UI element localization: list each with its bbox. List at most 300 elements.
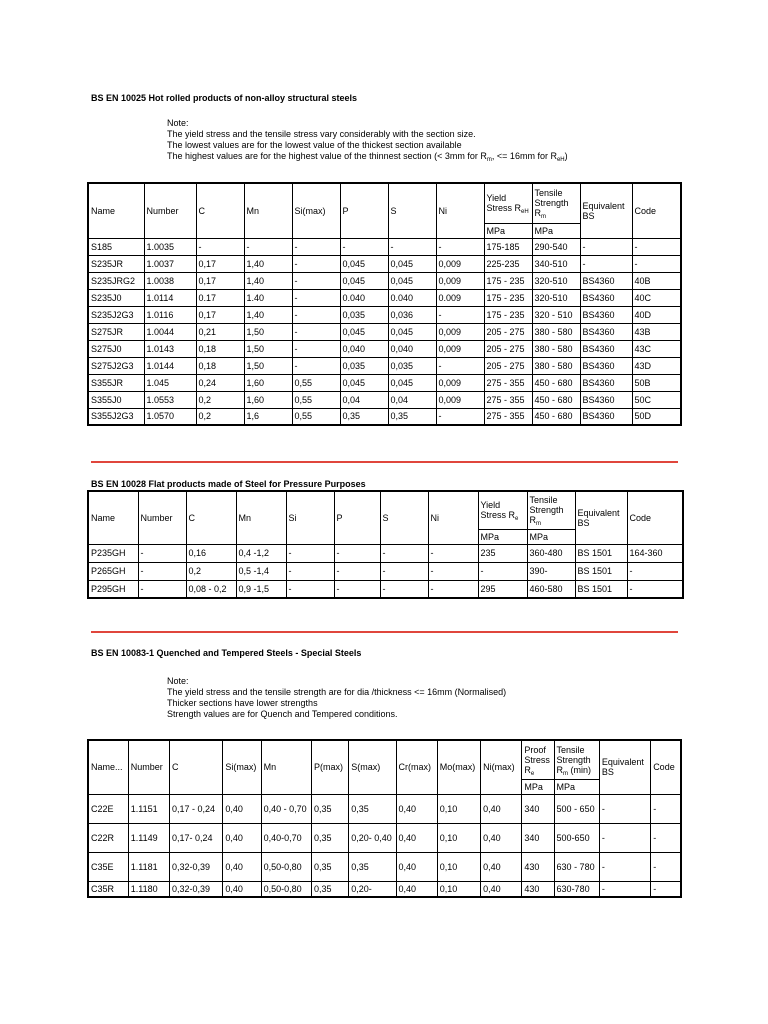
table-cell: BS 1501 — [575, 562, 627, 580]
table-cell: 0,35 — [349, 794, 396, 823]
unit-tensile: MPa — [532, 223, 580, 238]
table-cell: 1,60 — [244, 391, 292, 408]
table-cell: 0,32-0,39 — [170, 881, 223, 897]
table-cell: 380 - 580 — [532, 323, 580, 340]
table-cell: 0,40 — [396, 794, 437, 823]
table-cell: 0,009 — [436, 374, 484, 391]
table-row — [88, 374, 681, 391]
table-cell: 0,35 — [311, 794, 348, 823]
table-cell: 0,40 — [223, 794, 261, 823]
table-cell: P265GH — [88, 562, 138, 580]
table-cell: 1,50 — [244, 357, 292, 374]
table-cell: 1,60 — [244, 374, 292, 391]
table-cell: - — [651, 823, 681, 852]
header-ni: Ni — [428, 491, 478, 544]
header-cr: Cr(max) — [396, 740, 437, 794]
table-row — [88, 289, 681, 306]
table-cell: 0,045 — [388, 272, 436, 289]
table-cell: C22E — [88, 794, 128, 823]
table-cell: 0,17 - 0,24 — [170, 794, 223, 823]
table-row — [88, 544, 683, 562]
table-cell: 1,6 — [244, 408, 292, 425]
table-cell: - — [334, 544, 380, 562]
table-cell: 0,2 — [196, 391, 244, 408]
table-cell: 1.1181 — [128, 852, 169, 881]
table-cell: - — [286, 562, 334, 580]
table-cell: 450 - 680 — [532, 408, 580, 425]
header-mn: Mn — [244, 183, 292, 238]
table-cell: 0,50-0,80 — [261, 852, 311, 881]
table-cell: 0,40-0,70 — [261, 823, 311, 852]
table-cell: 275 - 355 — [484, 408, 532, 425]
table-cell: BS4360 — [580, 357, 632, 374]
unit-tensile: MPa — [527, 529, 575, 544]
table-cell: 1.0553 — [144, 391, 196, 408]
table-cell: 1.0035 — [144, 238, 196, 255]
table-cell: 0,40 — [223, 881, 261, 897]
table-cell: - — [292, 323, 340, 340]
table-cell: 500-650 — [554, 823, 599, 852]
table-cell: 0,10 — [437, 823, 480, 852]
table-cell: 630 - 780 — [554, 852, 599, 881]
header-name: Name... — [88, 740, 128, 794]
table-cell: 1.0144 — [144, 357, 196, 374]
header-code: Code — [632, 183, 681, 238]
table-cell: - — [627, 580, 683, 598]
table-cell: 0,045 — [388, 323, 436, 340]
header-mo: Mo(max) — [437, 740, 480, 794]
table-cell: 0,40 — [481, 823, 522, 852]
header-ni: Ni — [436, 183, 484, 238]
table-cell: - — [292, 306, 340, 323]
table-cell: 1,50 — [244, 340, 292, 357]
table-cell: 1.0037 — [144, 255, 196, 272]
note-line: Strength values are for Quench and Tempered conditions. — [167, 709, 398, 719]
table-cell: 0,045 — [340, 255, 388, 272]
table-cell: 0,10 — [437, 852, 480, 881]
header-c: C — [196, 183, 244, 238]
table-cell: 205 - 275 — [484, 340, 532, 357]
table-cell: 0,04 — [388, 391, 436, 408]
table-cell: - — [292, 289, 340, 306]
table-cell: S275JR — [88, 323, 144, 340]
table-cell: S235JR — [88, 255, 144, 272]
table-cell: 50B — [632, 374, 681, 391]
table-cell: - — [138, 562, 186, 580]
table-cell: 340-510 — [532, 255, 580, 272]
table-cell: 430 — [522, 852, 554, 881]
table-cell: 290-540 — [532, 238, 580, 255]
table-cell: 0,009 — [436, 340, 484, 357]
unit-tensile: MPa — [554, 779, 599, 794]
header-proof-stress: Proof Stress $R_e$ — [522, 740, 554, 779]
table-cell: - — [478, 562, 527, 580]
table-row — [88, 255, 681, 272]
table-cell: 0,35 — [388, 408, 436, 425]
table-cell: 320-510 — [532, 272, 580, 289]
table-cell: - — [436, 238, 484, 255]
table-row — [88, 323, 681, 340]
table-cell: 0,009 — [436, 255, 484, 272]
table-cell: 0,35 — [311, 823, 348, 852]
table-cell: - — [651, 852, 681, 881]
table-row — [88, 881, 681, 897]
table-cell: 0,10 — [437, 794, 480, 823]
table-cell: 0,50-0,80 — [261, 881, 311, 897]
table-cell: - — [428, 544, 478, 562]
table-row — [88, 340, 681, 357]
table-cell: 340 — [522, 794, 554, 823]
table-cell: - — [651, 794, 681, 823]
table-header-row — [88, 491, 683, 529]
note-line: The yield stress and the tensile strength are for dia /thickness <= 16mm (Normalised) — [167, 687, 507, 697]
table-cell: 0,045 — [340, 323, 388, 340]
table-cell: 340 — [522, 823, 554, 852]
steel-table-10083-1 — [87, 739, 682, 898]
header-p: P — [334, 491, 380, 544]
table-cell: 275 - 355 — [484, 391, 532, 408]
table-cell: - — [286, 544, 334, 562]
table-cell: - — [580, 255, 632, 272]
table-cell: - — [138, 580, 186, 598]
table-cell: 1,40 — [244, 255, 292, 272]
table-cell: 0,18 — [196, 340, 244, 357]
table-cell: - — [599, 794, 650, 823]
table-cell: S275J0 — [88, 340, 144, 357]
header-code: Code — [627, 491, 683, 544]
table-cell: 0,40 — [481, 794, 522, 823]
table-cell: - — [340, 238, 388, 255]
table-cell: - — [627, 562, 683, 580]
table-cell: S185 — [88, 238, 144, 255]
table-cell: - — [292, 272, 340, 289]
table-cell: 0,16 — [186, 544, 236, 562]
table-cell: BS 1501 — [575, 544, 627, 562]
header-number: Number — [138, 491, 186, 544]
table-cell: 360-480 — [527, 544, 575, 562]
table-cell: 225-235 — [484, 255, 532, 272]
table-cell: 0,35 — [349, 852, 396, 881]
table-cell: 0,40 — [396, 823, 437, 852]
table-cell: 0,20- — [349, 881, 396, 897]
table-cell: - — [292, 357, 340, 374]
table-cell: - — [428, 580, 478, 598]
table-cell: BS4360 — [580, 374, 632, 391]
table-cell: 0,40 — [223, 852, 261, 881]
table-cell: 0,40 — [396, 852, 437, 881]
table-cell: BS 1501 — [575, 580, 627, 598]
table-cell: 0,24 — [196, 374, 244, 391]
table-row — [88, 306, 681, 323]
table-row — [88, 238, 681, 255]
table-cell: BS4360 — [580, 340, 632, 357]
table-cell: C35R — [88, 881, 128, 897]
table-cell: 0,20- 0,40 — [349, 823, 396, 852]
table-cell: 175 - 235 — [484, 306, 532, 323]
header-code: Code — [651, 740, 681, 794]
table-cell: 0,10 — [437, 881, 480, 897]
table-cell: - — [388, 238, 436, 255]
table-cell: 0,17 — [196, 272, 244, 289]
table-cell: - — [334, 580, 380, 598]
table-cell: BS4360 — [580, 289, 632, 306]
header-s: S — [388, 183, 436, 238]
header-tensile-strength: Tensile Strength $R_m$ (min) — [554, 740, 599, 779]
table-cell: P235GH — [88, 544, 138, 562]
table-cell: 1.0116 — [144, 306, 196, 323]
table-row — [88, 272, 681, 289]
table-cell: S235JRG2 — [88, 272, 144, 289]
table-cell: S355JR — [88, 374, 144, 391]
table-cell: 0,55 — [292, 408, 340, 425]
table-cell: 40B — [632, 272, 681, 289]
header-yield-stress: Yield Stress $R_{eH}$ — [484, 183, 532, 223]
table-cell: 1.0143 — [144, 340, 196, 357]
table-cell: 1.0044 — [144, 323, 196, 340]
table-cell: 0,035 — [340, 306, 388, 323]
table-cell: 275 - 355 — [484, 374, 532, 391]
table-cell: 0,35 — [340, 408, 388, 425]
table-cell: BS4360 — [580, 272, 632, 289]
note-block-10025 — [167, 118, 568, 162]
header-mn: Mn — [261, 740, 311, 794]
table-cell: 0,08 - 0,2 — [186, 580, 236, 598]
table-cell: - — [138, 544, 186, 562]
table-cell: 0,4 -1,2 — [236, 544, 286, 562]
table-cell: 0,045 — [340, 272, 388, 289]
table-cell: 0,036 — [388, 306, 436, 323]
table-cell: 0.040 — [340, 289, 388, 306]
unit-yield: MPa — [484, 223, 532, 238]
table-cell: - — [292, 238, 340, 255]
header-number: Number — [128, 740, 169, 794]
table-cell: 450 - 680 — [532, 374, 580, 391]
table-row — [88, 357, 681, 374]
table-cell: 0,045 — [388, 255, 436, 272]
table-cell: S275J2G3 — [88, 357, 144, 374]
table-cell: 1.1151 — [128, 794, 169, 823]
table-cell: - — [599, 852, 650, 881]
table-cell: - — [286, 580, 334, 598]
table-cell: 0,009 — [436, 272, 484, 289]
table-cell: - — [436, 357, 484, 374]
table-cell: S355J0 — [88, 391, 144, 408]
table-cell: 0,040 — [388, 340, 436, 357]
table-cell: 320 - 510 — [532, 306, 580, 323]
table-cell: 0.040 — [388, 289, 436, 306]
table-cell: - — [632, 255, 681, 272]
note-label: Note: — [167, 676, 189, 686]
table-cell: - — [380, 544, 428, 562]
table-cell: 0,035 — [340, 357, 388, 374]
table-cell: - — [599, 823, 650, 852]
table-cell: - — [651, 881, 681, 897]
table-cell: 1.40 — [244, 289, 292, 306]
header-c: C — [170, 740, 223, 794]
unit-proof: MPa — [522, 779, 554, 794]
header-equivalent: Equivalent BS — [599, 740, 650, 794]
table-cell: 0,18 — [196, 357, 244, 374]
table-row — [88, 408, 681, 425]
table-cell: 500 - 650 — [554, 794, 599, 823]
note-block-10083 — [167, 676, 506, 720]
table-cell: P295GH — [88, 580, 138, 598]
table-cell: 40C — [632, 289, 681, 306]
header-equivalent: Equivalent BS — [575, 491, 627, 544]
note-label: Note: — [167, 118, 189, 128]
table-cell: BS4360 — [580, 323, 632, 340]
table-cell: 1.0038 — [144, 272, 196, 289]
table-cell: 0,17 — [196, 255, 244, 272]
table-row — [88, 391, 681, 408]
header-p: P — [340, 183, 388, 238]
header-p: P(max) — [311, 740, 348, 794]
steel-table-10025 — [87, 182, 682, 426]
table-cell: - — [196, 238, 244, 255]
table-cell: 235 — [478, 544, 527, 562]
header-name: Name — [88, 183, 144, 238]
table-cell: 164-360 — [627, 544, 683, 562]
header-si: Si — [286, 491, 334, 544]
header-tensile-strength: Tensile Strength $R_m$ — [527, 491, 575, 529]
table-row — [88, 823, 681, 852]
table-cell: - — [436, 408, 484, 425]
table-cell: 295 — [478, 580, 527, 598]
header-yield-stress: Yield Stress $R_e$ — [478, 491, 527, 529]
table-cell: 0,35 — [311, 881, 348, 897]
table-header-row — [88, 183, 681, 223]
header-name: Name — [88, 491, 138, 544]
table-cell: 175-185 — [484, 238, 532, 255]
table-cell: 380 - 580 — [532, 357, 580, 374]
table-header-row — [88, 740, 681, 779]
header-tensile-strength: Tensile Strength $R_m$ — [532, 183, 580, 223]
table-cell: C22R — [88, 823, 128, 852]
table-cell: 0,045 — [340, 374, 388, 391]
header-mn: Mn — [236, 491, 286, 544]
table-row — [88, 562, 683, 580]
table-cell: 630-780 — [554, 881, 599, 897]
table-cell: 0.17 — [196, 289, 244, 306]
table-cell: 1,40 — [244, 306, 292, 323]
table-cell: - — [632, 238, 681, 255]
table-cell: - — [599, 881, 650, 897]
table-cell: 0,32-0,39 — [170, 852, 223, 881]
table-cell: 0,55 — [292, 374, 340, 391]
table-cell: 40D — [632, 306, 681, 323]
table-cell: - — [292, 340, 340, 357]
header-equivalent: Equivalent BS — [580, 183, 632, 238]
table-cell: 0,21 — [196, 323, 244, 340]
table-cell: 205 - 275 — [484, 323, 532, 340]
table-row — [88, 794, 681, 823]
note-line: Thicker sections have lower strengths — [167, 698, 318, 708]
table-cell: - — [380, 562, 428, 580]
header-si: Si(max) — [223, 740, 261, 794]
table-cell: 1.045 — [144, 374, 196, 391]
table-cell: C35E — [88, 852, 128, 881]
table-cell: 0,17 — [196, 306, 244, 323]
table-cell: - — [292, 255, 340, 272]
table-cell: 1,50 — [244, 323, 292, 340]
note-line-highest: The highest values are for the highest value of the thinnest section (< 3mm for $R_m$, <= 16mm for $R_{eH}$) — [167, 151, 568, 163]
table-cell: 0,009 — [436, 391, 484, 408]
table-cell: 390- — [527, 562, 575, 580]
table-cell: - — [334, 562, 380, 580]
table-cell: 0,40 — [481, 852, 522, 881]
table-cell: 0,2 — [196, 408, 244, 425]
section-title-bs-en-10083-1: BS EN 10083-1 Quenched and Tempered Steels - Special Steels — [91, 648, 362, 658]
table-cell: 0,35 — [311, 852, 348, 881]
header-number: Number — [144, 183, 196, 238]
table-cell: 0.009 — [436, 289, 484, 306]
table-cell: 1.0114 — [144, 289, 196, 306]
table-cell: 50D — [632, 408, 681, 425]
section-divider — [91, 631, 678, 633]
table-cell: 0,9 -1,5 — [236, 580, 286, 598]
table-cell: BS4360 — [580, 408, 632, 425]
table-cell: 0,045 — [388, 374, 436, 391]
note-line: The lowest values are for the lowest value of the thickest section available — [167, 140, 462, 150]
header-s: S — [380, 491, 428, 544]
table-cell: 0,40 — [396, 881, 437, 897]
table-cell: 320-510 — [532, 289, 580, 306]
table-cell: BS4360 — [580, 391, 632, 408]
table-row — [88, 852, 681, 881]
table-cell: 0,40 — [223, 823, 261, 852]
header-s: S(max) — [349, 740, 396, 794]
table-cell: 0,40 — [481, 881, 522, 897]
table-cell: 175 - 235 — [484, 272, 532, 289]
table-cell: 0,040 — [340, 340, 388, 357]
section-divider — [91, 461, 678, 463]
section-title-bs-en-10028: BS EN 10028 Flat products made of Steel for Pressure Purposes — [91, 479, 366, 489]
table-cell: - — [244, 238, 292, 255]
table-cell: - — [580, 238, 632, 255]
header-c: C — [186, 491, 236, 544]
table-cell: 460-580 — [527, 580, 575, 598]
unit-yield: MPa — [478, 529, 527, 544]
table-cell: 43D — [632, 357, 681, 374]
table-cell: 0,009 — [436, 323, 484, 340]
table-cell: 175 - 235 — [484, 289, 532, 306]
header-si: Si(max) — [292, 183, 340, 238]
steel-table-10028 — [87, 490, 684, 599]
note-line: The yield stress and the tensile stress vary considerably with the section size. — [167, 129, 476, 139]
table-cell: 450 - 680 — [532, 391, 580, 408]
table-cell: 43B — [632, 323, 681, 340]
table-cell: 430 — [522, 881, 554, 897]
table-cell: 50C — [632, 391, 681, 408]
table-cell: S355J2G3 — [88, 408, 144, 425]
header-ni: Ni(max) — [481, 740, 522, 794]
table-cell: 1.0570 — [144, 408, 196, 425]
table-cell: S235J0 — [88, 289, 144, 306]
table-row — [88, 580, 683, 598]
table-cell: 1.1149 — [128, 823, 169, 852]
table-cell: BS4360 — [580, 306, 632, 323]
table-cell: - — [428, 562, 478, 580]
table-cell: 0,17- 0,24 — [170, 823, 223, 852]
table-cell: 1,40 — [244, 272, 292, 289]
table-cell: 43C — [632, 340, 681, 357]
table-cell: - — [436, 306, 484, 323]
table-cell: - — [380, 580, 428, 598]
table-cell: 0,55 — [292, 391, 340, 408]
table-cell: 0,035 — [388, 357, 436, 374]
table-cell: 0,2 — [186, 562, 236, 580]
table-cell: 380 - 580 — [532, 340, 580, 357]
